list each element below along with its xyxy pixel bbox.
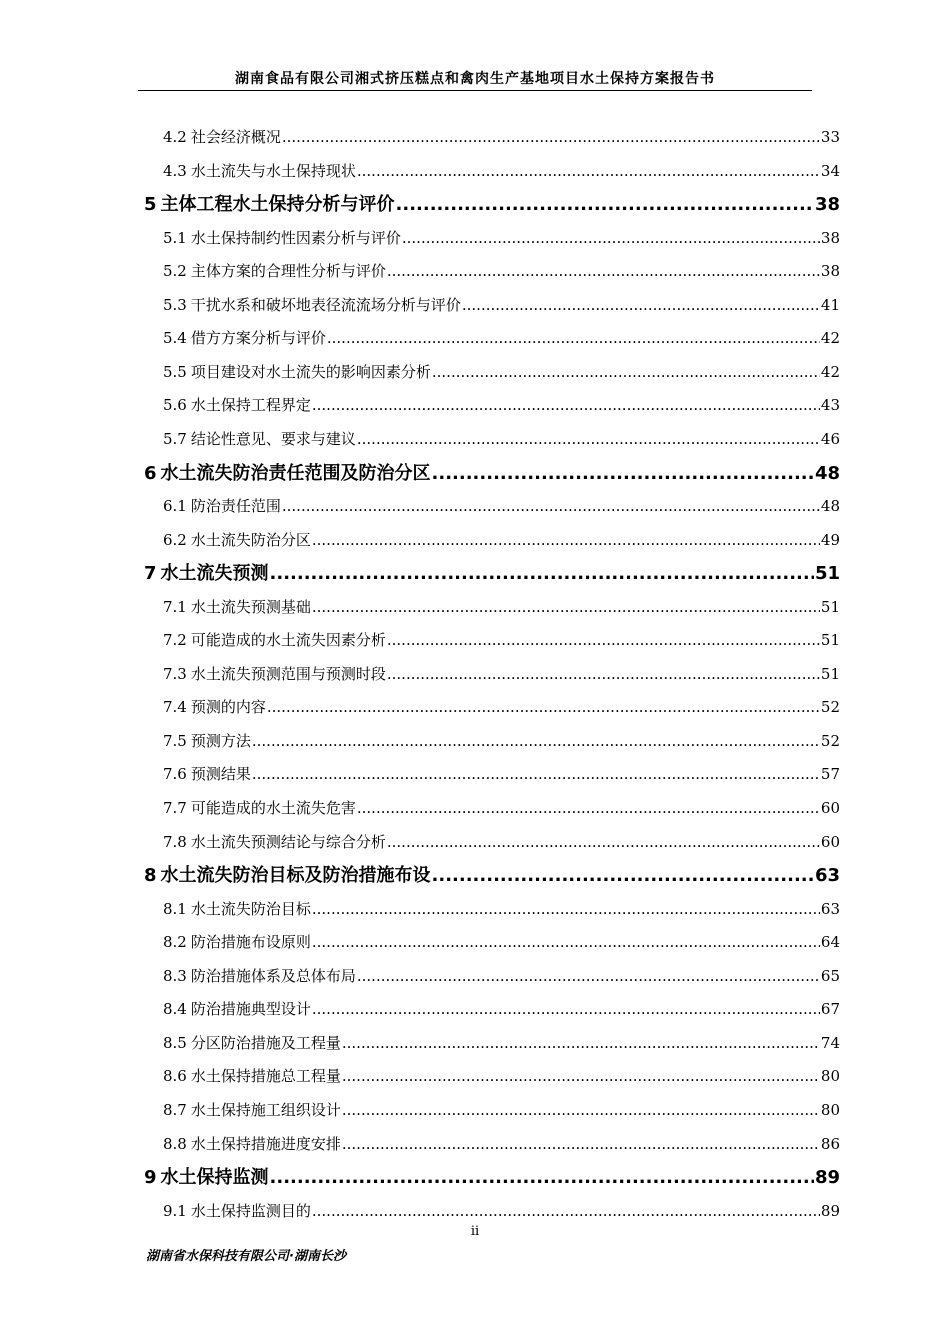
toc-dot-leader (312, 900, 820, 918)
toc-entry-number: 7 (144, 563, 157, 585)
toc-section-entry[interactable] (163, 394, 840, 415)
toc-chapter-entry[interactable] (144, 559, 840, 585)
toc-entry-title: 防治措施体系及总体布局 (190, 966, 356, 985)
toc-entry-title: 可能造成的水土流失危害 (190, 799, 356, 817)
toc-entry-title: 主体方案的合理性分析与评价 (190, 262, 386, 281)
toc-entry-number: 7.5 (163, 731, 187, 750)
toc-entry-title: 水土流失防治目标 (190, 899, 311, 918)
toc-section-entry[interactable] (163, 998, 840, 1019)
toc-section-entry[interactable] (163, 797, 840, 818)
toc-entry-title: 可能造成的水土流失因素分析 (190, 631, 386, 650)
toc-section-entry[interactable] (163, 831, 840, 852)
toc-section-entry[interactable] (163, 227, 840, 248)
toc-entry-number: 8 (144, 865, 157, 887)
toc-entry-title: 水土流失预测基础 (190, 597, 311, 616)
toc-entry-page: 38 (820, 228, 840, 247)
toc-entry-page: 48 (814, 462, 840, 484)
toc-entry-title: 干扰水系和破坏地表径流流场分析与评价 (190, 295, 461, 314)
toc-entry-page: 80 (820, 1100, 840, 1119)
toc-section-entry[interactable] (163, 898, 840, 919)
toc-entry-number: 8.5 (163, 1033, 187, 1052)
toc-entry-title: 水土流失与水土保持现状 (190, 161, 356, 180)
toc-entry-page: 51 (820, 664, 840, 683)
toc-section-entry[interactable] (163, 495, 840, 516)
toc-entry-number: 9 (144, 1167, 157, 1189)
toc-entry-number: 6.2 (163, 530, 187, 549)
toc-entry-page: 48 (820, 497, 840, 516)
toc-dot-leader (357, 162, 820, 180)
toc-dot-leader (387, 665, 820, 683)
toc-entry-page: 41 (820, 295, 840, 314)
toc-chapter-entry[interactable] (144, 861, 840, 887)
toc-section-entry[interactable] (163, 160, 840, 181)
toc-dot-leader (396, 194, 814, 215)
toc-entry-page: 38 (814, 194, 840, 216)
toc-entry-number: 5.5 (163, 362, 187, 381)
toc-dot-leader (312, 396, 820, 414)
toc-chapter-entry[interactable] (144, 190, 840, 216)
toc-entry-page: 57 (820, 765, 840, 784)
toc-section-entry[interactable] (163, 696, 840, 717)
toc-dot-leader (312, 1000, 820, 1018)
header-divider (138, 90, 812, 91)
toc-entry-page: 42 (820, 329, 840, 348)
toc-dot-leader (312, 598, 820, 616)
toc-section-entry[interactable] (163, 1133, 840, 1154)
toc-dot-leader (312, 531, 820, 549)
toc-section-entry[interactable] (163, 596, 840, 617)
toc-section-entry[interactable] (163, 663, 840, 684)
toc-entry-number: 6 (144, 462, 157, 484)
toc-entry-number: 6.1 (163, 497, 187, 516)
toc-dot-leader (462, 296, 820, 314)
toc-entry-title: 水土保持制约性因素分析与评价 (190, 228, 401, 247)
toc-entry-title: 水土流失预测结论与综合分析 (190, 832, 386, 851)
toc-entry-title: 社会经济概况 (190, 128, 281, 146)
toc-entry-number: 4.3 (163, 161, 187, 180)
toc-entry-number: 8.3 (163, 966, 187, 985)
toc-entry-title: 主体工程水土保持分析与评价 (160, 194, 395, 216)
toc-entry-title: 结论性意见、要求与建议 (190, 429, 356, 448)
page-header-title: 湖南食品有限公司湘式挤压糕点和禽肉生产基地项目水土保持方案报告书 (235, 71, 715, 87)
toc-entry-number: 5.2 (163, 262, 187, 281)
toc-dot-leader (432, 463, 814, 484)
toc-entry-number: 7.7 (163, 799, 187, 817)
toc-dot-leader (432, 865, 814, 886)
toc-entry-number: 8.1 (163, 899, 187, 918)
toc-section-entry[interactable] (163, 1099, 840, 1120)
toc-dot-leader (282, 497, 820, 515)
toc-entry-page: 74 (820, 1033, 840, 1052)
toc-entry-title: 水土保持施工组织设计 (190, 1100, 341, 1119)
toc-entry-page: 46 (820, 429, 840, 448)
toc-entry-number: 4.2 (163, 128, 187, 146)
toc-entry-page: 60 (820, 832, 840, 851)
toc-section-entry[interactable] (163, 763, 840, 784)
toc-entry-page: 67 (820, 1000, 840, 1019)
toc-entry-title: 项目建设对水土流失的影响因素分析 (190, 362, 431, 381)
toc-entry-number: 7.1 (163, 597, 187, 616)
toc-dot-leader (387, 631, 820, 649)
toc-entry-title: 水土保持措施总工程量 (190, 1067, 341, 1086)
toc-dot-leader (342, 1135, 820, 1153)
toc-dot-leader (357, 799, 820, 817)
toc-dot-leader (327, 329, 820, 347)
toc-entry-page: 51 (814, 563, 840, 585)
toc-entry-number: 5.1 (163, 228, 187, 247)
toc-entry-page: 80 (820, 1067, 840, 1086)
toc-entry-number: 9.1 (163, 1201, 187, 1220)
toc-entry-page: 64 (820, 933, 840, 952)
toc-entry-page: 60 (820, 799, 840, 817)
toc-entry-title: 水土流失防治分区 (190, 530, 311, 549)
toc-entry-title: 防治措施布设原则 (190, 933, 311, 952)
toc-section-entry[interactable] (163, 361, 840, 382)
toc-section-entry[interactable] (163, 730, 840, 751)
toc-entry-number: 8.4 (163, 1000, 187, 1019)
toc-entry-number: 8.2 (163, 933, 187, 952)
toc-dot-leader (267, 698, 820, 716)
toc-entry-number: 5.7 (163, 429, 187, 448)
toc-dot-leader (252, 765, 820, 783)
toc-entry-number: 5.4 (163, 329, 187, 348)
toc-dot-leader (387, 262, 820, 280)
toc-entry-page: 52 (820, 698, 840, 717)
toc-entry-title: 防治措施典型设计 (190, 1000, 311, 1019)
toc-entry-page: 89 (820, 1201, 840, 1220)
toc-section-entry[interactable] (163, 126, 840, 147)
toc-entry-number: 8.7 (163, 1100, 187, 1119)
toc-dot-leader (252, 732, 820, 750)
toc-dot-leader (402, 229, 820, 247)
toc-dot-leader (342, 1067, 820, 1085)
toc-dot-leader (312, 933, 820, 951)
toc-section-entry[interactable] (163, 294, 840, 315)
toc-entry-page: 49 (820, 530, 840, 549)
toc-entry-title: 预测的内容 (190, 698, 266, 717)
toc-entry-number: 7.8 (163, 832, 187, 851)
toc-entry-page: 51 (820, 631, 840, 650)
toc-entry-page: 89 (814, 1167, 840, 1189)
toc-entry-title: 水土流失防治目标及防治措施布设 (160, 865, 431, 887)
toc-entry-page: 33 (820, 128, 840, 146)
toc-dot-leader (342, 1101, 820, 1119)
toc-entry-page: 34 (820, 161, 840, 180)
toc-dot-leader (270, 563, 814, 584)
toc-section-entry[interactable] (163, 629, 840, 650)
toc-entry-title: 水土保持措施进度安排 (190, 1134, 341, 1153)
toc-dot-leader (270, 1167, 814, 1188)
toc-entry-page: 86 (820, 1134, 840, 1153)
toc-entry-title: 分区防治措施及工程量 (190, 1033, 341, 1052)
toc-entry-page: 63 (814, 865, 840, 887)
toc-dot-leader (312, 1202, 820, 1220)
toc-entry-title: 水土流失防治责任范围及防治分区 (160, 462, 431, 484)
toc-entry-title: 水土保持监测 (160, 1167, 269, 1189)
toc-entry-page: 43 (820, 396, 840, 415)
toc-chapter-entry[interactable] (144, 1163, 840, 1189)
toc-entry-page: 38 (820, 262, 840, 281)
toc-section-entry[interactable] (163, 260, 840, 281)
toc-section-entry[interactable] (163, 529, 840, 550)
toc-entry-title: 防治责任范围 (190, 497, 281, 516)
toc-dot-leader (387, 833, 820, 851)
toc-section-entry[interactable] (163, 1065, 840, 1086)
toc-section-entry[interactable] (163, 965, 840, 986)
toc-section-entry[interactable] (163, 1032, 840, 1053)
toc-entry-page: 65 (820, 966, 840, 985)
toc-entry-number: 8.6 (163, 1067, 187, 1086)
toc-section-entry[interactable] (163, 428, 840, 449)
toc-entry-page: 63 (820, 899, 840, 918)
toc-entry-page: 51 (820, 597, 840, 616)
toc-entry-title: 水土流失预测 (160, 563, 269, 585)
page-number: ii (470, 1224, 480, 1239)
toc-dot-leader (357, 967, 820, 985)
toc-entry-number: 5.6 (163, 396, 187, 415)
toc-dot-leader (342, 1034, 820, 1052)
toc-dot-leader (357, 430, 820, 448)
toc-entry-number: 8.8 (163, 1134, 187, 1153)
toc-entry-number: 5 (144, 194, 157, 216)
toc-dot-leader (282, 128, 820, 146)
toc-section-entry[interactable] (163, 931, 840, 952)
toc-entry-number: 5.3 (163, 295, 187, 314)
page-footer-text: 湖南省水保科技有限公司·湖南长沙 (146, 1249, 346, 1264)
toc-section-entry[interactable] (163, 1200, 840, 1221)
toc-entry-page: 52 (820, 731, 840, 750)
toc-entry-title: 水土保持工程界定 (190, 396, 311, 415)
toc-entry-title: 水土保持监测目的 (190, 1201, 311, 1220)
toc-section-entry[interactable] (163, 327, 840, 348)
toc-entry-number: 7.6 (163, 765, 187, 784)
toc-entry-title: 借方方案分析与评价 (190, 329, 326, 348)
toc-entry-title: 预测方法 (190, 731, 251, 750)
toc-entry-title: 水土流失预测范围与预测时段 (190, 664, 386, 683)
toc-entry-number: 7.3 (163, 664, 187, 683)
toc-entry-title: 预测结果 (190, 765, 251, 784)
toc-entry-page: 42 (820, 362, 840, 381)
toc-entry-number: 7.4 (163, 698, 187, 717)
toc-entry-number: 7.2 (163, 631, 187, 650)
toc-dot-leader (432, 363, 820, 381)
toc-chapter-entry[interactable] (144, 459, 840, 485)
